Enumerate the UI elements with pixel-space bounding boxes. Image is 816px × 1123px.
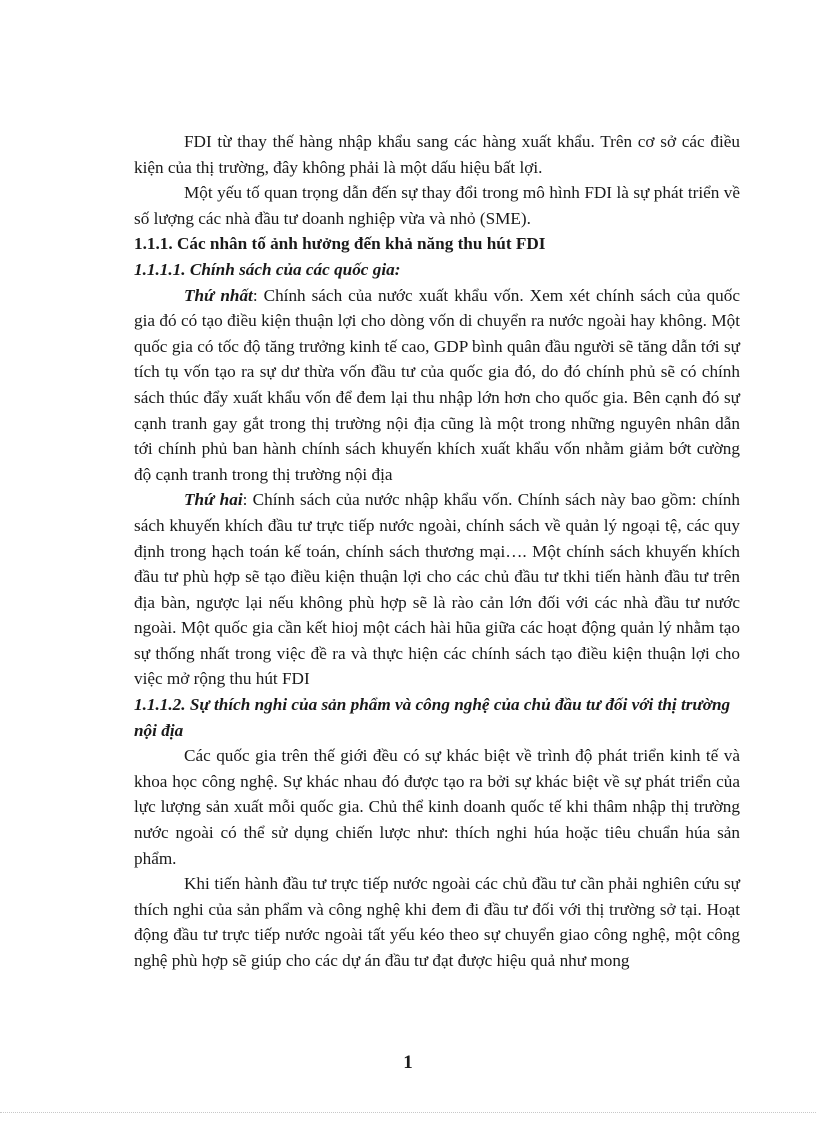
paragraph-lead: Thứ hai bbox=[184, 490, 243, 510]
subsection-heading: 1.1.1.1. Chính sách của các quốc gia: bbox=[134, 259, 401, 279]
paragraph-text: : Chính sách của nước nhập khẩu vốn. Chính sách này bao gồm: chính sách khuyến khích đầu tư trực tiếp nước ngoài, chính sách về quản lý ngoại tệ, các quy định trong hạch toán kế toán, chính sách thương mại…. Một chính sách khuyến khích đầu tư phù hợp sẽ tạo điều kiện thuận lợi cho các chủ đầu tư tkhi tiến hành đầu tư trên địa bàn, ngược lại nếu không phù hợp sẽ là rào cản lớn đối với các nhà đầu tư nước ngoài. Một quốc gia cần kết hioj một cách hài hũa giữa các hoạt động quản lý nhằm tạo sự thống nhất trong việc đề ra và thực hiện các chính sách tạo điều kiện thuận lợi cho việc mở rộng thu hút FDI bbox=[134, 490, 740, 689]
paragraph bbox=[134, 487, 740, 692]
paragraph: Khi tiến hành đầu tư trực tiếp nước ngoài các chủ đầu tư cần phải nghiên cứu sự thích nghi của sản phẩm và công nghệ khi đem đi đầu tư đối với thị trường sở tại. Hoạt động đầu tư trực tiếp nước ngoài tất yếu kéo theo sự chuyển giao công nghệ, một công nghệ phù hợp sẽ giúp cho các dự án đầu tư đạt được hiệu quả như mong bbox=[134, 874, 740, 970]
page-number: 1 bbox=[403, 1052, 413, 1073]
paragraph bbox=[134, 283, 740, 488]
paragraph: FDI từ thay thế hàng nhập khẩu sang các hàng xuất khẩu. Trên cơ sở các điều kiện của thị trường, đây không phải là một dấu hiệu bất lợi. bbox=[134, 132, 740, 177]
subsection-heading: 1.1.1.2. Sự thích nghi của sản phẩm và công nghệ của chủ đầu tư đối với thị trường nội địa bbox=[134, 695, 731, 740]
paragraph: Các quốc gia trên thế giới đều có sự khác biệt về trình độ phát triển kinh tế và khoa học công nghệ. Sự khác nhau đó được tạo ra bởi sự khác biệt về sự phát triển của lực lượng sản xuất mỗi quốc gia. Chủ thể kinh doanh quốc tế khi thâm nhập thị trường nước ngoài có thể sử dụng chiến lược như: thích nghi húa hoặc tiêu chuẩn húa sản phẩm. bbox=[134, 746, 740, 868]
page-body bbox=[134, 129, 740, 974]
page-bottom-divider bbox=[0, 1112, 816, 1113]
paragraph-lead: Thứ nhất bbox=[184, 285, 253, 305]
paragraph: Một yếu tố quan trọng dẫn đến sự thay đổi trong mô hình FDI là sự phát triển về số lượng các nhà đầu tư doanh nghiệp vừa và nhỏ (SME). bbox=[134, 183, 740, 228]
section-heading: 1.1.1. Các nhân tố ảnh hưởng đến khả năng thu hút FDI bbox=[134, 234, 546, 254]
paragraph-text: : Chính sách của nước xuất khẩu vốn. Xem xét chính sách của quốc gia đó có tạo điều kiện thuận lợi cho dòng vốn di chuyển ra nước ngoài hay không. Một quốc gia có tốc độ tăng trưởng kinh tế cao, GDP bình quân đầu người sẽ tăng dẫn tới sự tích tụ vốn tạo ra sự dư thừa vốn đầu tư của quốc gia đó, do đó chính phủ sẽ có chính sách thúc đẩy xuất khẩu vốn để đem lại thu nhập lớn hơn cho quốc gia. Bên cạnh đó sự cạnh tranh gay gắt trong thị trường nội địa cũng là một trong những nguyên nhân dẫn tới chính phủ ban hành chính sách khuyến khích xuất khẩu vốn nhằm giảm bớt cường độ cạnh tranh trong thị trường nội địa bbox=[134, 285, 740, 484]
